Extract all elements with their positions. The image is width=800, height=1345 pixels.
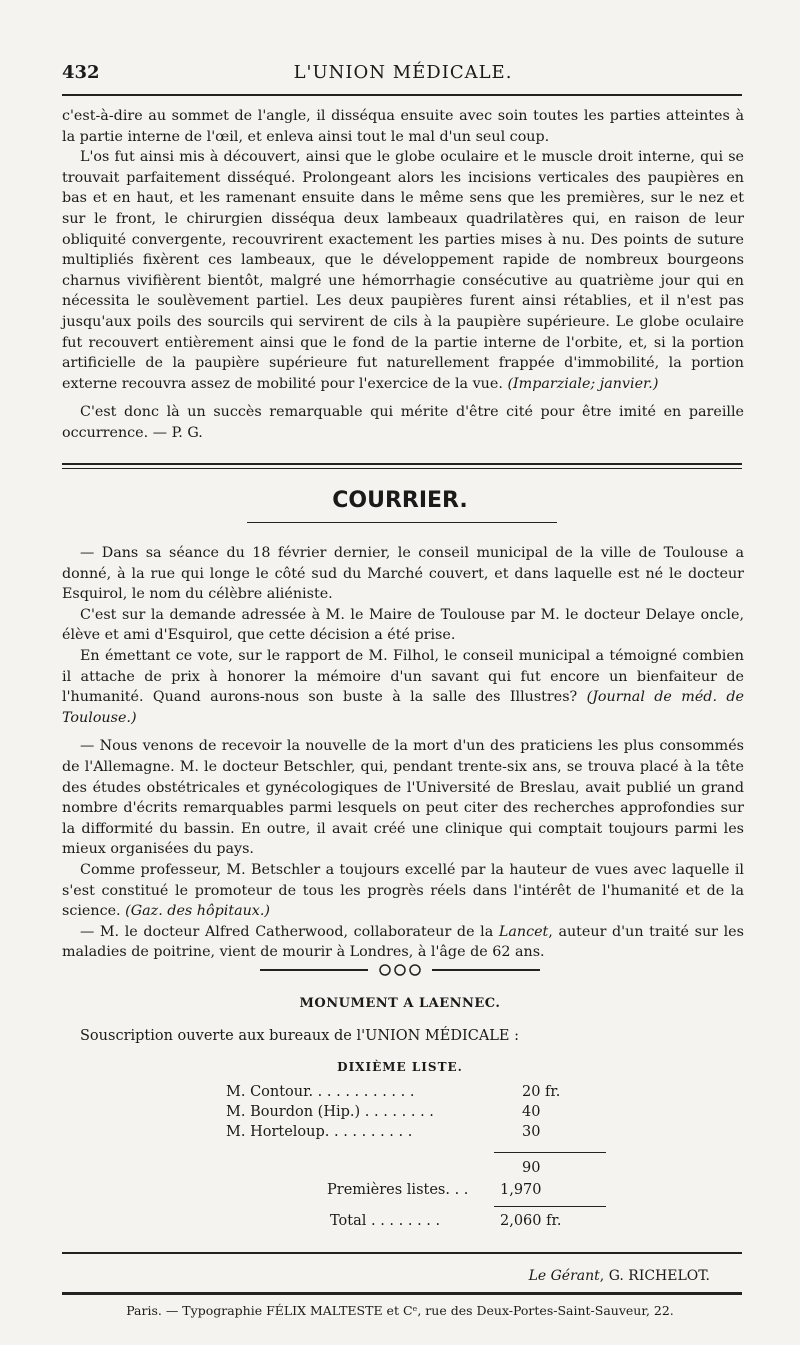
news-item: — M. le docteur Alfred Catherwood, collaborateur de la Lancet, auteur d'un traité sur les maladies de poitrine, vient de mourir à Londres, à l'âge de 62 ans.: [62, 923, 744, 961]
sum-rule: [494, 1206, 606, 1207]
gerant-signature: Le Gérant, G. RICHELOT.: [528, 1268, 710, 1284]
paragraph: C'est donc là un succès remarquable qui mérite d'être cité pour être imité en pareille occurrence. — P. G.: [62, 404, 744, 441]
source-citation: (Journal de méd. de Toulouse.): [62, 689, 744, 726]
section-title: COURRIER.: [332, 488, 468, 513]
section-double-rule-bottom: [62, 468, 742, 469]
subscriber-amount: 40: [522, 1104, 541, 1120]
previous-lists-amount: 1,970: [500, 1182, 542, 1198]
subscription-title: MONUMENT A LAENNEC.: [299, 996, 501, 1011]
source-citation: (Gaz. des hôpitaux.): [125, 903, 270, 920]
title-underline: [247, 522, 557, 523]
news-item: — Nous venons de recevoir la nouvelle de la mort d'un des praticiens les plus consommés de l'Allemagne. M. le docteur Betschler, qui, pendant trente-six ans, se trouva placé à la tête des études obstétricales et gynécologiques de l'Université de Breslau, avait publié un grand nombre d'écrits remarquables parmi lesquels on peut citer des recherches approfondies sur la difformité du bassin. En outre, il avait créé une clinique qui comptait toujours parmi les mieux organisées du pays.: [62, 738, 744, 858]
page-number: 432: [62, 62, 100, 83]
header-rule: [62, 94, 742, 96]
courrier-section: [62, 543, 744, 963]
list-title: DIXIÈME LISTE.: [337, 1060, 463, 1074]
subscriber-amount: 20 fr.: [522, 1084, 561, 1100]
subscriber-name: M. Horteloup. . . . . . . . . .: [226, 1124, 413, 1140]
footer-rule: [62, 1292, 742, 1295]
subscriber-name: M. Contour. . . . . . . . . . . .: [226, 1084, 415, 1100]
previous-lists-label: Premières listes. . .: [327, 1182, 469, 1198]
ornament-divider: [260, 963, 540, 977]
page-header: [62, 60, 744, 86]
subscriber-amount: 30: [522, 1124, 541, 1140]
section-double-rule-top: [62, 463, 742, 465]
article-continued: [62, 106, 744, 444]
subscription-intro: Souscription ouverte aux bureaux de l'UNION MÉDICALE :: [80, 1028, 519, 1044]
total-label: Total . . . . . . . .: [330, 1213, 441, 1229]
source-citation: (Imparziale; janvier.): [507, 375, 659, 392]
printer-imprint: Paris. — Typographie FÉLIX MALTESTE et Cᵉ, rue des Deux-Portes-Saint-Sauveur, 22.: [126, 1303, 674, 1318]
news-item: — Dans sa séance du 18 février dernier, le conseil municipal de la ville de Toulouse a donné, à la rue qui longe le côté sud du Marché couvert, et dans laquelle est né le docteur Esquirol, le nom du célèbre aliéniste.: [62, 545, 744, 603]
total-amount: 2,060 fr.: [500, 1213, 562, 1229]
sum-rule: [494, 1152, 606, 1153]
news-item: Comme professeur, M. Betschler a toujours excellé par la hauteur de vues avec laquelle il s'est constitué le promoteur de tous les progrès réels dans l'intérêt de l'humanité et de la science. (Gaz. des hôpitaux.): [62, 861, 744, 920]
news-item: En émettant ce vote, sur le rapport de M. Filhol, le conseil municipal a témoigné combien il attache de prix à honorer la mémoire d'un savant qui fut encore un bienfaiteur de l'humanité. Quand aurons-nous son buste à la salle des Illustres? (Journal de méd. de Toulouse.): [62, 647, 744, 726]
paragraph: L'os fut ainsi mis à découvert, ainsi que le globe oculaire et le muscle droit interne, qui se trouvait parfaitement disséqué. Prolongeant alors les incisions verticales des paupières en bas et en haut, et les ramenant ensuite dans le même sens que les premières, sur le nez et sur le front, le chirurgien disséqua deux lambeaux quadrilatères qui, en raison de leur obliquité convergente, recouvrirent exactement les parties mises à nu. Des points de suture multipliés fixèrent ces lambeaux, que le développement rapide de nombreux bourgeons charnus vivifièrent bientôt, malgré une hémorrhagie consécutive au quatrième jour qui en nécessita le soulèvement partiel. Les deux paupières furent ainsi rétablies, et il n'est pas jusqu'aux poils des sourcils qui servirent de cils à la paupière supérieure. Le globe oculaire fut recouvert entièrement ainsi que le fond de la partie interne de l'orbite, et, si la portion artificielle de la paupière supérieure fut naturellement frappée d'immobilité, la portion externe recouvra assez de mobilité pour l'exercice de la vue. (Imparziale; janvier.): [62, 149, 744, 392]
subscriber-name: M. Bourdon (Hip.) . . . . . . . .: [226, 1104, 434, 1120]
news-item: C'est sur la demande adressée à M. le Maire de Toulouse par M. le docteur Delaye oncle, élève et ami d'Esquirol, que cette décision a été prise.: [62, 606, 744, 644]
paragraph: c'est-à-dire au sommet de l'angle, il disséqua ensuite avec soin toutes les parties atteintes à la partie interne de l'œil, et enleva ainsi tout le mal d'un seul coup.: [62, 108, 744, 145]
subtotal: 90: [522, 1160, 541, 1176]
running-title: L'UNION MÉDICALE.: [293, 62, 513, 83]
closing-rule: [62, 1252, 742, 1254]
